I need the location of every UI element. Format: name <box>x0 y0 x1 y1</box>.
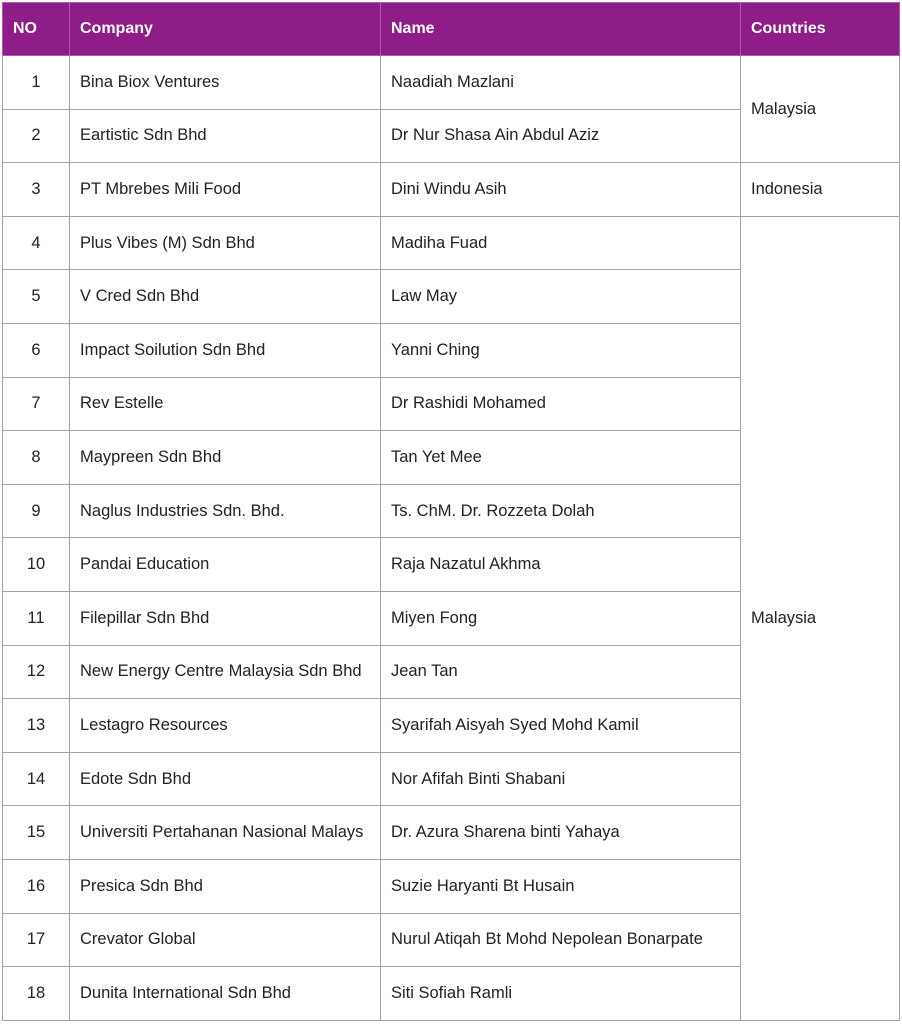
row-number: 15 <box>3 806 70 860</box>
company-cell: Presica Sdn Bhd <box>70 859 381 913</box>
company-cell: Pandai Education <box>70 538 381 592</box>
header-countries: Countries <box>741 3 900 56</box>
header-row <box>3 3 900 56</box>
name-cell: Nor Afifah Binti Shabani <box>381 752 741 806</box>
row-number: 7 <box>3 377 70 431</box>
name-cell: Yanni Ching <box>381 323 741 377</box>
company-cell: Edote Sdn Bhd <box>70 752 381 806</box>
header-name: Name <box>381 3 741 56</box>
header-company: Company <box>70 3 381 56</box>
name-cell: Dini Windu Asih <box>381 163 741 217</box>
company-cell: Universiti Pertahanan Nasional Malays <box>70 806 381 860</box>
company-cell: Naglus Industries Sdn. Bhd. <box>70 484 381 538</box>
company-cell: Filepillar Sdn Bhd <box>70 591 381 645</box>
company-cell: Impact Soilution Sdn Bhd <box>70 323 381 377</box>
name-cell: Law May <box>381 270 741 324</box>
name-cell: Dr Nur Shasa Ain Abdul Aziz <box>381 109 741 163</box>
name-cell: Siti Sofiah Ramli <box>381 967 741 1021</box>
table-body <box>3 56 900 1021</box>
company-cell: Rev Estelle <box>70 377 381 431</box>
name-cell: Syarifah Aisyah Syed Mohd Kamil <box>381 699 741 753</box>
row-number: 6 <box>3 323 70 377</box>
header-no: NO <box>3 3 70 56</box>
row-number: 4 <box>3 216 70 270</box>
name-cell: Raja Nazatul Akhma <box>381 538 741 592</box>
row-number: 17 <box>3 913 70 967</box>
company-cell: V Cred Sdn Bhd <box>70 270 381 324</box>
row-number: 18 <box>3 967 70 1021</box>
row-number: 5 <box>3 270 70 324</box>
name-cell: Tan Yet Mee <box>381 431 741 485</box>
country-cell: Malaysia <box>741 56 900 163</box>
country-cell: Indonesia <box>741 163 900 217</box>
row-number: 1 <box>3 56 70 110</box>
company-cell: Eartistic Sdn Bhd <box>70 109 381 163</box>
row-number: 14 <box>3 752 70 806</box>
name-cell: Miyen Fong <box>381 591 741 645</box>
row-number: 8 <box>3 431 70 485</box>
row-number: 9 <box>3 484 70 538</box>
table-row <box>3 56 900 110</box>
country-cell: Malaysia <box>741 216 900 1020</box>
name-cell: Suzie Haryanti Bt Husain <box>381 859 741 913</box>
name-cell: Madiha Fuad <box>381 216 741 270</box>
company-table <box>2 2 900 1021</box>
name-cell: Ts. ChM. Dr. Rozzeta Dolah <box>381 484 741 538</box>
table-row <box>3 163 900 217</box>
company-cell: Lestagro Resources <box>70 699 381 753</box>
name-cell: Nurul Atiqah Bt Mohd Nepolean Bonarpate <box>381 913 741 967</box>
table-header <box>3 3 900 56</box>
row-number: 11 <box>3 591 70 645</box>
row-number: 16 <box>3 859 70 913</box>
row-number: 2 <box>3 109 70 163</box>
row-number: 12 <box>3 645 70 699</box>
company-cell: Dunita International Sdn Bhd <box>70 967 381 1021</box>
table-row <box>3 216 900 270</box>
company-cell: Crevator Global <box>70 913 381 967</box>
name-cell: Dr Rashidi Mohamed <box>381 377 741 431</box>
name-cell: Dr. Azura Sharena binti Yahaya <box>381 806 741 860</box>
name-cell: Naadiah Mazlani <box>381 56 741 110</box>
company-cell: Plus Vibes (M) Sdn Bhd <box>70 216 381 270</box>
company-cell: Maypreen Sdn Bhd <box>70 431 381 485</box>
name-cell: Jean Tan <box>381 645 741 699</box>
row-number: 3 <box>3 163 70 217</box>
company-cell: Bina Biox Ventures <box>70 56 381 110</box>
company-cell: New Energy Centre Malaysia Sdn Bhd <box>70 645 381 699</box>
row-number: 10 <box>3 538 70 592</box>
row-number: 13 <box>3 699 70 753</box>
company-cell: PT Mbrebes Mili Food <box>70 163 381 217</box>
